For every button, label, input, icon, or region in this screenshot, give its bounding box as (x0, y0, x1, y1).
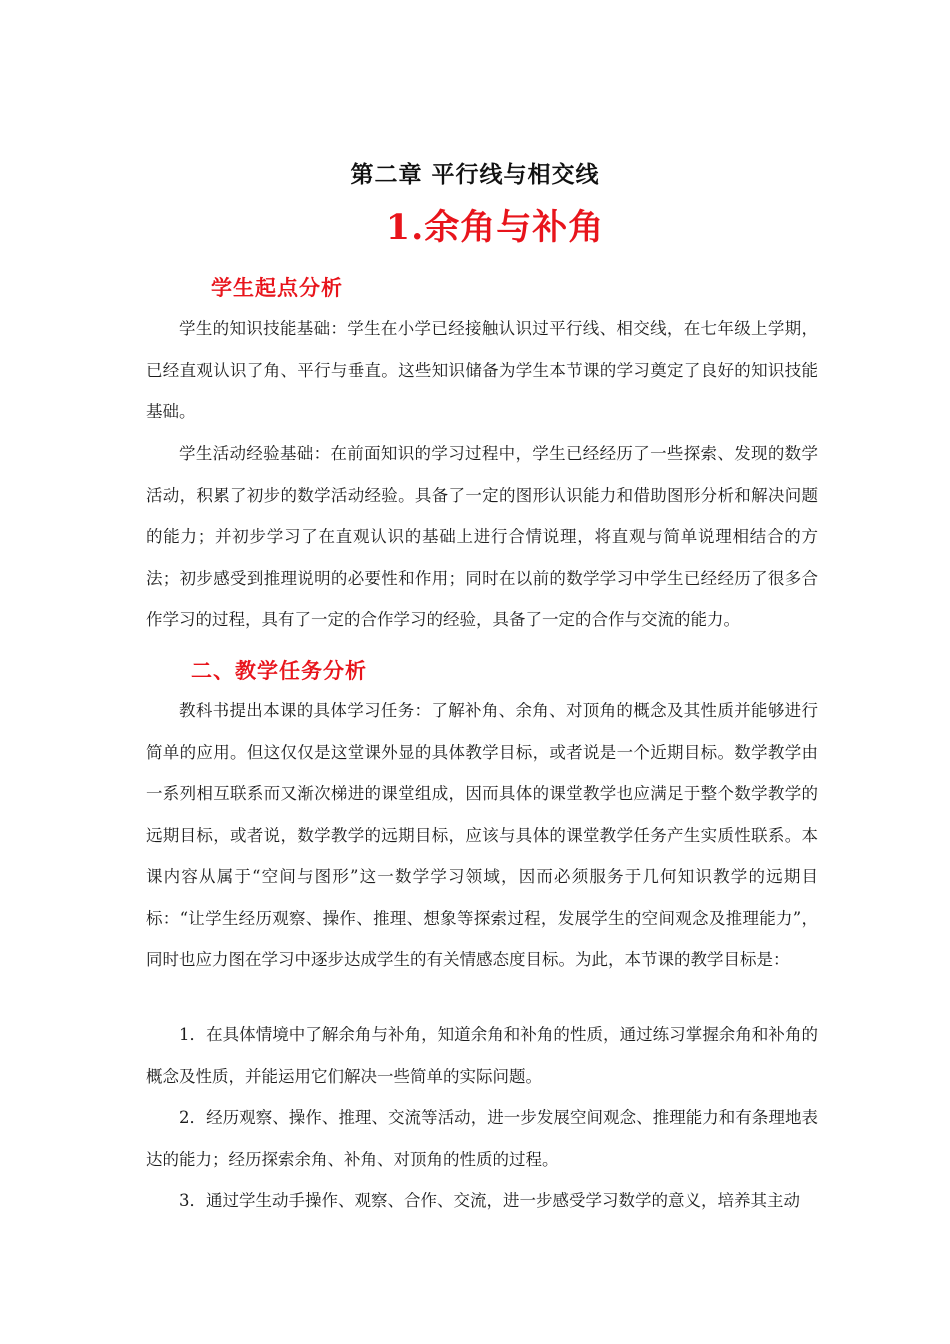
paragraph-activity-experience: 学生活动经验基础：在前面知识的学习过程中，学生已经经历了一些探索、发现的数学活动，积累了初步的数学活动经验。具备了一定的图形认识能力和借助图形分析和解决问题的能力；并初步学习了在直观认识的基础上进行合情说理，将直观与简单说理相结合的方法；初步感受到推理说明的必要性和作用；同时在以前的数学学习中学生已经经历了很多合作学习的过程，具有了一定的合作学习的经验，具备了一定的合作与交流的能力。 (146, 444, 818, 629)
paragraph-knowledge-basis: 学生的知识技能基础：学生在小学已经接触认识过平行线、相交线，在七年级上学期，已经直观认识了角、平行与垂直。这些知识储备为学生本节课的学习奠定了良好的知识技能基础。 (146, 319, 818, 421)
chapter-title: 第二章 平行线与相交线 (350, 161, 600, 188)
section-heading-task-analysis: 二、教学任务分析 (191, 658, 367, 683)
paragraph-goal-2: 2．经历观察、操作、推理、交流等活动，进一步发展空间观念、推理能力和有条理地表达的能力；经历探索余角、补角、对顶角的性质的过程。 (146, 1108, 818, 1169)
paragraph-learning-tasks: 教科书提出本课的具体学习任务：了解补角、余角、对顶角的概念及其性质并能够进行简单的应用。但这仅仅是这堂课外显的具体教学目标，或者说是一个近期目标。数学教学由一系列相互联系而又渐次梯进的课堂组成，因而具体的课堂教学也应满足于整个数学教学的远期目标，或者说，数学教学的远期目标，应该与具体的课堂教学任务产生实质性联系。本课内容从属于“空间与图形”这一数学学习领域，因而必须服务于几何知识教学的远期目标：“让学生经历观察、操作、推理、想象等探索过程，发展学生的空间观念及推理能力”，同时也应力图在学习中逐步达成学生的有关情感态度目标。为此，本节课的教学目标是： (146, 701, 818, 969)
paragraph-goal-3: 3．通过学生动手操作、观察、合作、交流，进一步感受学习数学的意义，培养其主动 (179, 1191, 800, 1210)
lesson-title: 1.余角与补角 (385, 207, 605, 248)
section-heading-student-analysis: 学生起点分析 (211, 275, 343, 300)
paragraph-goal-1: 1．在具体情境中了解余角与补角，知道余角和补角的性质，通过练习掌握余角和补角的概念及性质，并能运用它们解决一些简单的实际问题。 (146, 1025, 818, 1086)
